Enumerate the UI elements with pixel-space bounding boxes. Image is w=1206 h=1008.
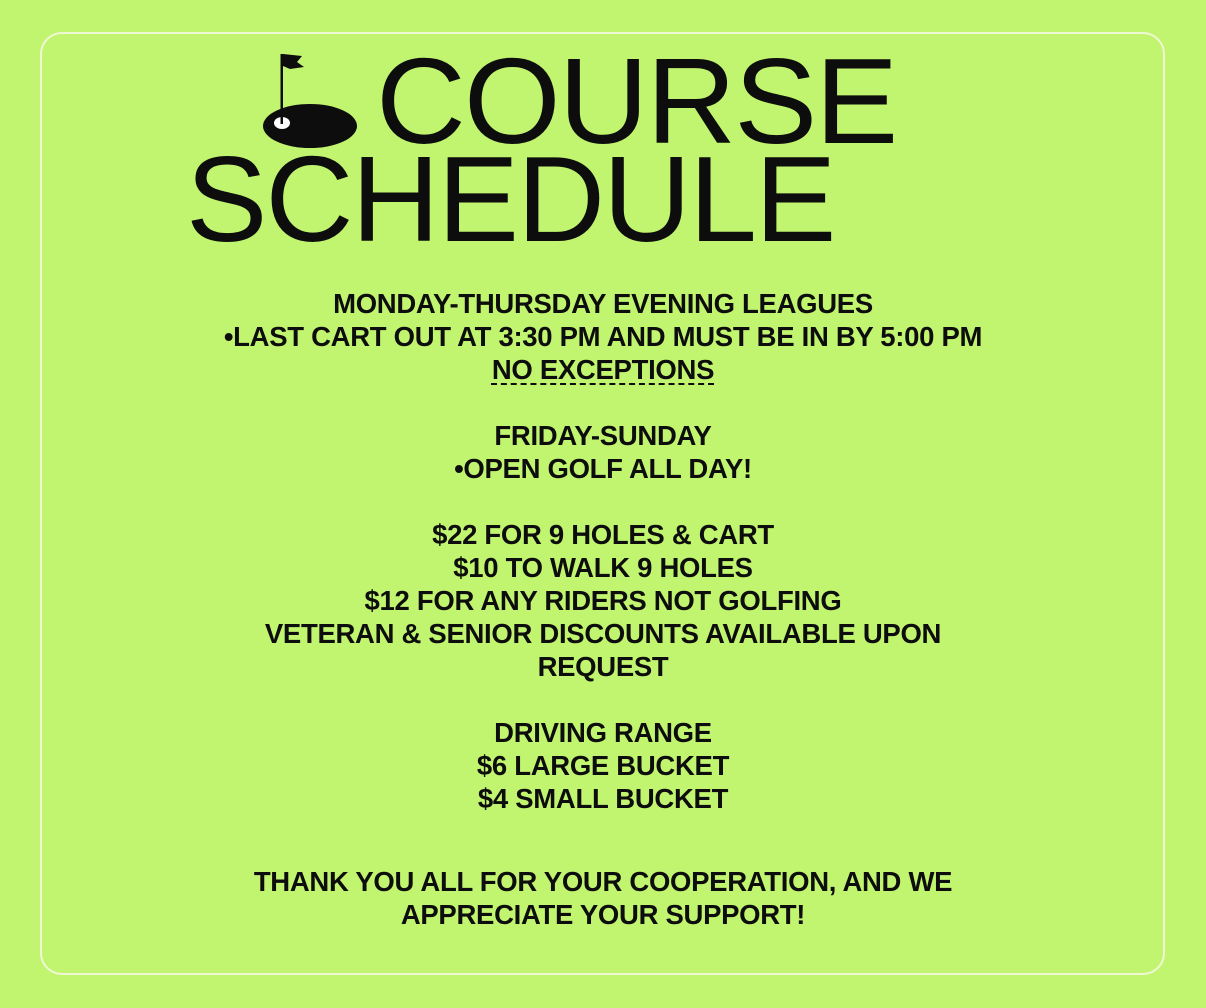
range-line: $4 SMALL BUCKET [477, 783, 729, 814]
weekday-section [0, 287, 1206, 386]
title-line-1: COURSE [376, 33, 897, 169]
title-line-2: SCHEDULE [186, 131, 835, 267]
weekday-heading: MONDAY-THURSDAY EVENING LEAGUES [333, 288, 873, 319]
range-section [0, 716, 1206, 815]
range-heading: DRIVING RANGE [494, 717, 712, 748]
closing-line: APPRECIATE YOUR SUPPORT! [400, 899, 806, 930]
range-line: $6 LARGE BUCKET [476, 750, 730, 781]
weekend-line: •OPEN GOLF ALL DAY! [454, 453, 752, 484]
price-line: REQUEST [537, 651, 669, 682]
weekend-heading: FRIDAY-SUNDAY [494, 420, 712, 451]
price-line: $22 FOR 9 HOLES & CART [432, 519, 774, 550]
weekday-line: •LAST CART OUT AT 3:30 PM AND MUST BE IN BY 5:00 PM [223, 321, 983, 352]
price-line: $12 FOR ANY RIDERS NOT GOLFING [364, 585, 842, 616]
closing-line: THANK YOU ALL FOR YOUR COOPERATION, AND WE [253, 866, 953, 897]
pricing-section [0, 518, 1206, 683]
schedule-body [0, 287, 1206, 931]
weekend-section [0, 419, 1206, 485]
closing-section [0, 865, 1206, 931]
no-exceptions-note: NO EXCEPTIONS [491, 354, 715, 385]
price-line: $10 TO WALK 9 HOLES [453, 552, 753, 583]
price-line: VETERAN & SENIOR DISCOUNTS AVAILABLE UPON [264, 618, 942, 649]
